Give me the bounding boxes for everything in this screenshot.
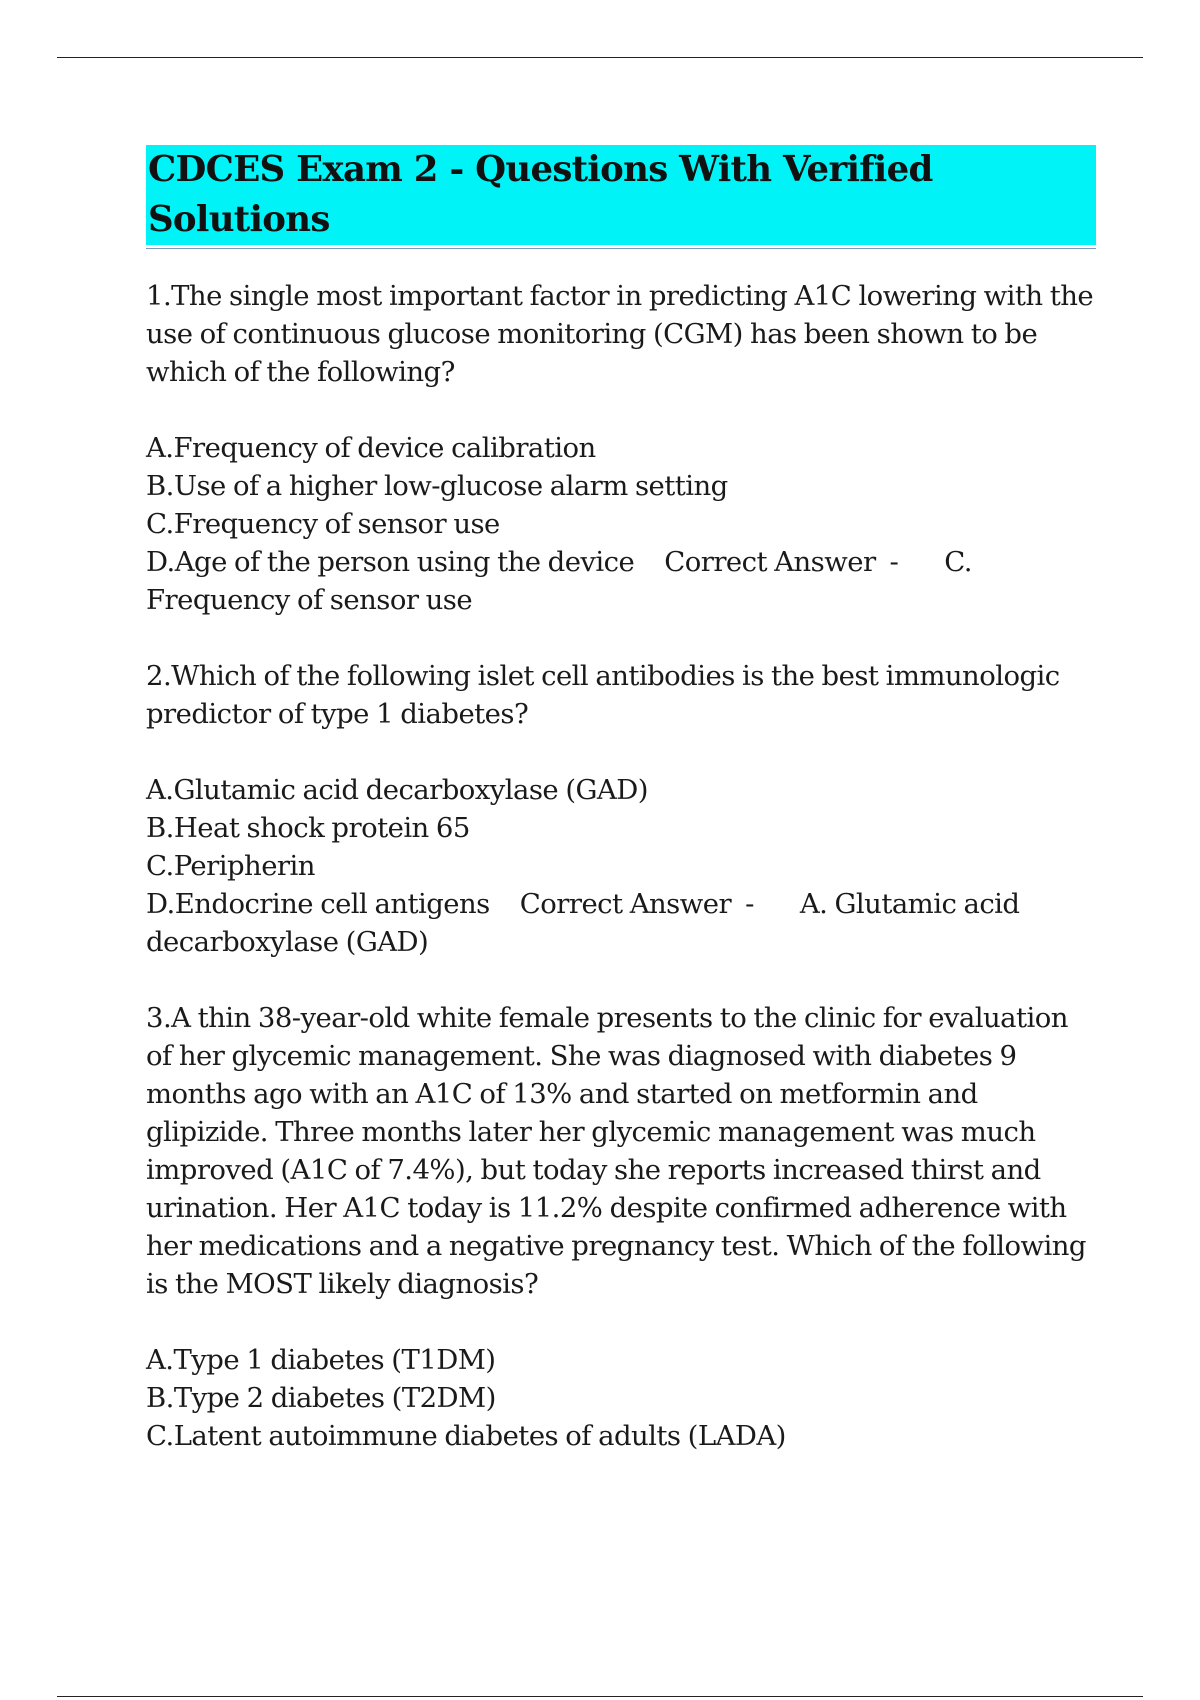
- option-b: B.Use of a higher low-glucose alarm setting: [146, 470, 728, 502]
- question-block-2: [146, 657, 1096, 961]
- option-a: A.Type 1 diabetes (T1DM): [146, 1344, 496, 1376]
- option-b: B.Type 2 diabetes (T2DM): [146, 1382, 496, 1414]
- option-list: [146, 771, 1096, 961]
- answer-dash: -: [745, 888, 754, 920]
- option-b: B.Heat shock protein 65: [146, 812, 470, 844]
- correct-answer-label: Correct Answer: [519, 888, 732, 920]
- question-block-3: [146, 999, 1096, 1455]
- option-d-with-answer: [146, 885, 1096, 961]
- answer-dash: -: [889, 546, 899, 578]
- document-title: CDCES Exam 2 - Questions With Verified Solutions: [146, 145, 1096, 245]
- footer-rule: [57, 1696, 1143, 1697]
- question-text: 3.A thin 38-year-old white female presents to the clinic for evaluation of her glycemic management. She was diagnosed with diabetes 9 months ago with an A1C of 13% and started on metformin and glipizide. Three months later her glycemic management was much improved (A1C of 7.4%), but today she reports increased thirst and urination. Her A1C today is 11.2% despite confirmed adherence with her medications and a negative pregnancy test. Which of the following is the MOST likely diagnosis?: [146, 1002, 1086, 1300]
- option-c: C.Frequency of sensor use: [146, 508, 500, 540]
- option-a: A.Glutamic acid decarboxylase (GAD): [146, 774, 648, 806]
- option-c: C.Peripherin: [146, 850, 315, 882]
- question-text: 2.Which of the following islet cell antibodies is the best immunologic predictor of type 1 diabetes?: [146, 660, 1060, 730]
- correct-answer: A. Glutamic acid decarboxylase (GAD): [146, 888, 1020, 958]
- option-d-with-answer: [146, 543, 1096, 619]
- question-text: 1.The single most important factor in predicting A1C lowering with the use of continuous glucose monitoring (CGM) has been shown to be which of the following?: [146, 280, 1094, 388]
- document-body: [146, 145, 1096, 1455]
- option-list: [146, 1341, 1096, 1455]
- header-rule: [57, 57, 1143, 58]
- option-c: C.Latent autoimmune diabetes of adults (LADA): [146, 1420, 786, 1452]
- option-d: D.Age of the person using the device: [146, 546, 635, 578]
- option-a: A.Frequency of device calibration: [146, 432, 596, 464]
- question-block-1: [146, 277, 1096, 619]
- correct-answer-label: Correct Answer: [664, 546, 876, 578]
- title-underline: [146, 145, 1096, 249]
- option-d: D.Endocrine cell antigens: [146, 888, 490, 920]
- option-list: [146, 429, 1096, 619]
- correct-answer: C. Frequency of sensor use: [146, 546, 972, 616]
